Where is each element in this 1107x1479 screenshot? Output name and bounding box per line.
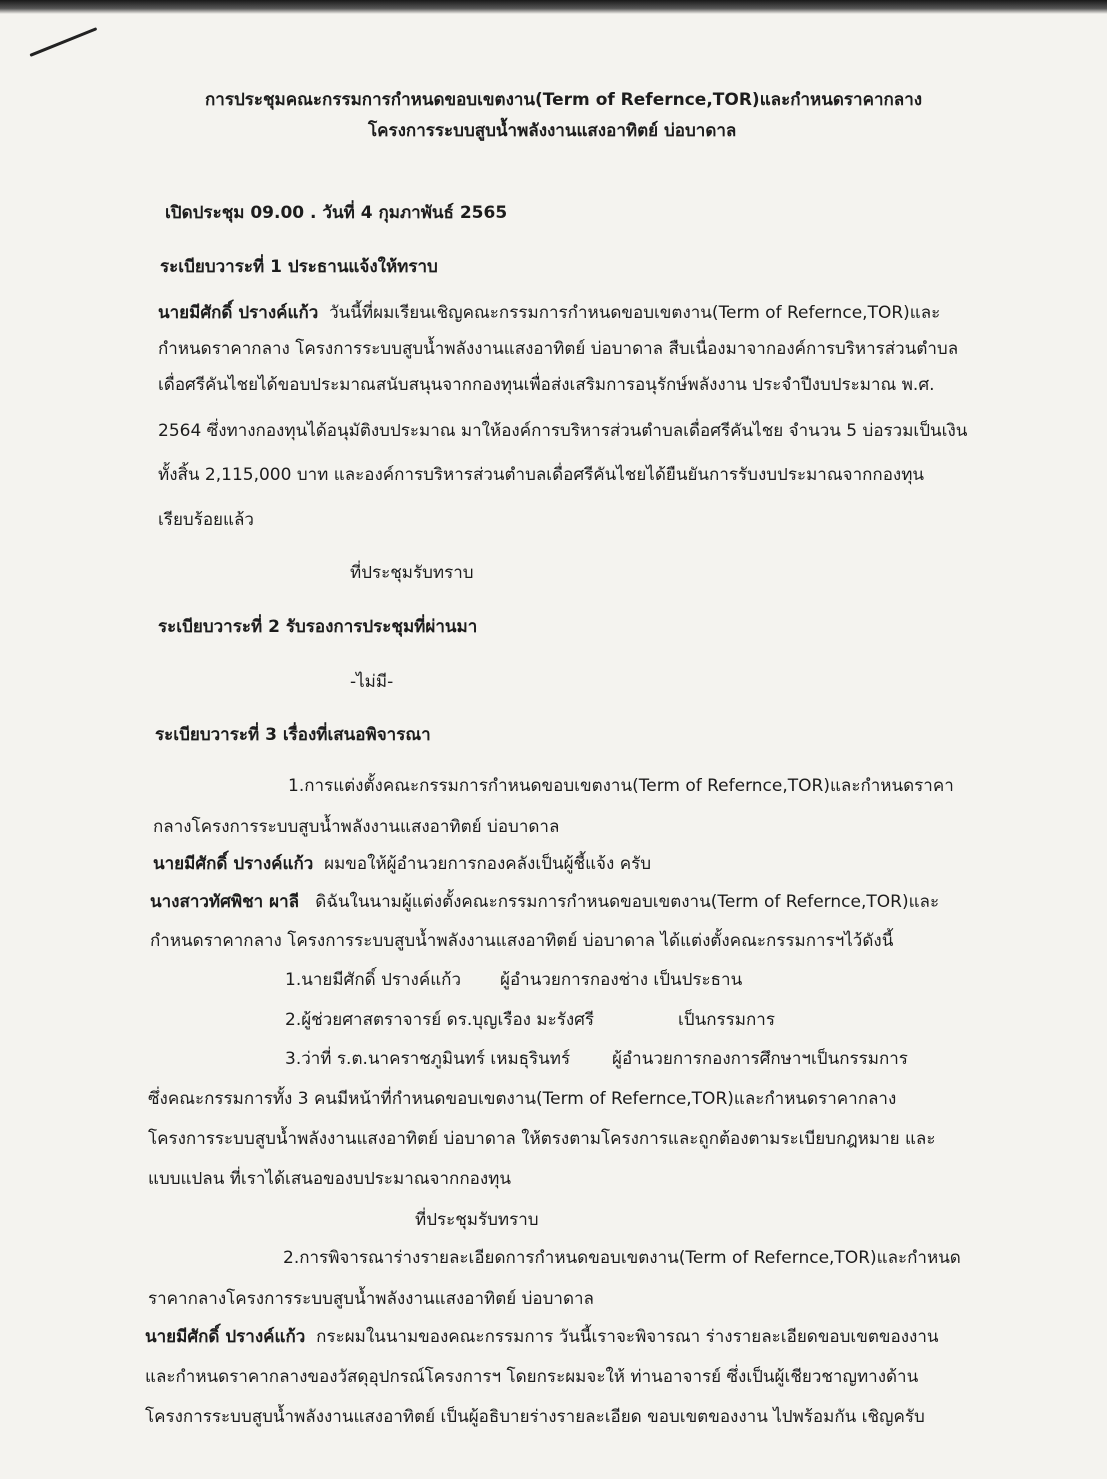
final-line1: และกำหนดราคากลางของวัสดุอุปกรณ์โครงการฯ โดยกระผมจะให้ ท่านอาจารย์ ซึ่งเป็นผู้เชียวชาญทางด้าน bbox=[145, 1367, 919, 1387]
agenda2-heading: ระเบียบวาระที่ 2 รับรองการประชุมที่ผ่านมา bbox=[158, 617, 478, 637]
committee-member-3-role: ผู้อำนวยการกองการศึกษาฯเป็นกรรมการ bbox=[612, 1049, 908, 1069]
speaker2-line bbox=[150, 890, 939, 914]
page-title-line2: โครงการระบบสูบน้ำพลังงานแสงอาทิตย์ บ่อบาดาล bbox=[368, 121, 737, 141]
pen-mark bbox=[29, 27, 97, 57]
committee-line1: ซึ่งคณะกรรมการทั้ง 3 คนมีหน้าที่กำหนดขอบเขตงาน(Term of Refernce,TOR)และกำหนดราคากลาง bbox=[148, 1089, 897, 1109]
committee-member-2-role: เป็นกรรมการ bbox=[678, 1010, 775, 1030]
speaker3-text: กระผมในนามของคณะกรรมการ วันนี้เราจะพิจารณา ร่างรายละเอียดขอบเขตของงาน bbox=[316, 1327, 939, 1347]
final-line2: โครงการระบบสูบน้ำพลังงานแสงอาทิตย์ เป็นผู้อธิบายร่างรายละเอียด ขอบเขตของงาน ไปพร้อมกัน เชิญครับ bbox=[145, 1407, 925, 1427]
page-top-edge bbox=[0, 0, 1107, 14]
agenda1-speaker: นายมีศักดิ์ ปรางค์แก้ว bbox=[158, 303, 319, 323]
speaker2-line2: กำหนดราคากลาง โครงการระบบสูบน้ำพลังงานแสงอาทิตย์ บ่อบาดาล ได้แต่งตั้งคณะกรรมการฯไว้ดังนี้ bbox=[150, 931, 894, 951]
speaker1-name: นายมีศักดิ์ ปรางค์แก้ว bbox=[153, 854, 314, 874]
speaker2-text: ดิฉันในนามผู้แต่งตั้งคณะกรรมการกำหนดขอบเขตงาน(Term of Refernce,TOR)และ bbox=[315, 892, 940, 912]
agenda1-line5: ทั้งสิ้น 2,115,000 บาท และองค์การบริหารส่วนตำบลเดื่อศรีคันไชยได้ยืนยันการรับงบประมาณจากกองทุน bbox=[158, 465, 925, 485]
committee-line3: แบบแปลน ที่เราได้เสนอของบประมาณจากกองทุน bbox=[148, 1169, 511, 1189]
page-title-line1: การประชุมคณะกรรมการกำหนดขอบเขตงาน(Term of Refernce,TOR)และกำหนดราคากลาง bbox=[205, 90, 923, 110]
speaker3-line bbox=[145, 1325, 939, 1349]
item1-line1: 1.การแต่งตั้งคณะกรรมการกำหนดขอบเขตงาน(Term of Refernce,TOR)และกำหนดราคา bbox=[288, 776, 954, 796]
agenda1-line1 bbox=[158, 301, 940, 325]
agenda1-line6: เรียบร้อยแล้ว bbox=[158, 510, 254, 530]
speaker3-name: นายมีศักดิ์ ปรางค์แก้ว bbox=[145, 1327, 306, 1347]
agenda1-line2: กำหนดราคากลาง โครงการระบบสูบน้ำพลังงานแสงอาทิตย์ บ่อบาดาล สืบเนื่องมาจากองค์การบริหารส่วนตำบล bbox=[158, 339, 959, 359]
agenda1-line4: 2564 ซึ่งทางกองทุนได้อนุมัติงบประมาณ มาให้องค์การบริหารส่วนตำบลเดื่อศรีคันไชย จำนวน 5 บ่อรวมเป็นเงิน bbox=[158, 421, 968, 441]
agenda1-text: วันนี้ที่ผมเรียนเชิญคณะกรรมการกำหนดขอบเขตงาน(Term of Refernce,TOR)และ bbox=[329, 303, 941, 323]
committee-line2: โครงการระบบสูบน้ำพลังงานแสงอาทิตย์ บ่อบาดาล ให้ตรงตามโครงการและถูกต้องตามระเบียบกฎหมาย และ bbox=[148, 1129, 936, 1149]
speaker1-line bbox=[153, 852, 651, 876]
committee-member-2-name: 2.ผู้ช่วยศาสตราจารย์ ดร.บุญเรือง มะรังศรี bbox=[285, 1010, 595, 1030]
committee-member-1-role: ผู้อำนวยการกองช่าง เป็นประธาน bbox=[500, 970, 743, 990]
opening-line: เปิดประชุม 09.00 . วันที่ 4 กุมภาพันธ์ 2565 bbox=[165, 203, 508, 223]
speaker2-name: นางสาวทัศพิชา ผาลี bbox=[150, 892, 300, 912]
agenda2-note: -ไม่มี- bbox=[350, 672, 394, 692]
item1-line2: กลางโครงการระบบสูบน้ำพลังงานแสงอาทิตย์ บ่อบาดาล bbox=[153, 817, 560, 837]
agenda1-heading: ระเบียบวาระที่ 1 ประธานแจ้งให้ทราบ bbox=[160, 257, 438, 277]
agenda1-line3: เดื่อศรีคันไชยได้ขอบประมาณสนับสนุนจากกองทุนเพื่อส่งเสริมการอนุรักษ์พลังงาน ประจำปีงบประมาณ พ.ศ. bbox=[158, 375, 935, 395]
agenda1-resolution: ที่ประชุมรับทราบ bbox=[350, 563, 474, 583]
item2-line1: 2.การพิจารณาร่างรายละเอียดการกำหนดขอบเขตงาน(Term of Refernce,TOR)และกำหนด bbox=[283, 1248, 961, 1268]
committee-member-1-name: 1.นายมีศักดิ์ ปรางค์แก้ว bbox=[285, 970, 462, 990]
speaker1-text: ผมขอให้ผู้อำนวยการกองคลังเป็นผู้ชี้แจ้ง ครับ bbox=[324, 854, 651, 874]
committee-member-3-name: 3.ว่าที่ ร.ต.นาคราชภูมินทร์ เหมธุรินทร์ bbox=[285, 1049, 571, 1069]
agenda3-heading: ระเบียบวาระที่ 3 เรื่องที่เสนอพิจารณา bbox=[155, 725, 431, 745]
agenda3-resolution: ที่ประชุมรับทราบ bbox=[415, 1210, 539, 1230]
item2-line2: ราคากลางโครงการระบบสูบน้ำพลังงานแสงอาทิตย์ บ่อบาดาล bbox=[148, 1289, 594, 1309]
